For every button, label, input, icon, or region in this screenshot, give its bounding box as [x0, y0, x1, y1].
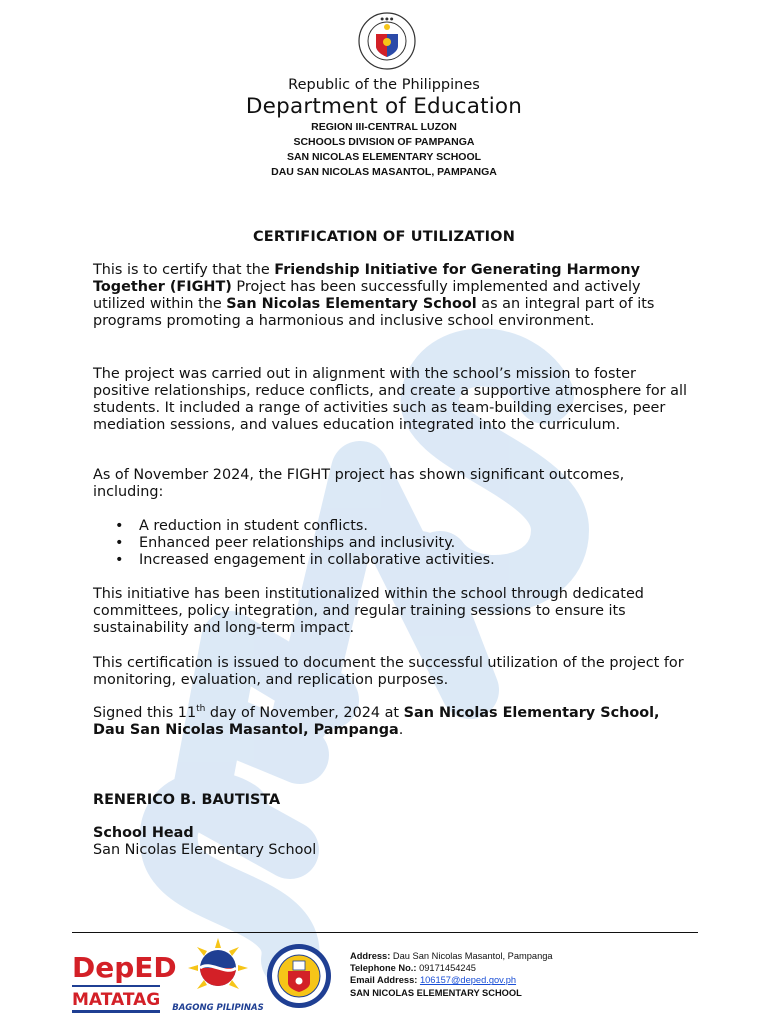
signatory-name: RENERICO B. BAUTISTA: [93, 792, 281, 808]
footer-contact: [350, 950, 553, 999]
paragraph-4: This initiative has been institutionalized within the school through dedicated committees, policy integration, and regular training sessions to ensure its sustainability and long-term impact.: [93, 586, 644, 636]
matatag-wordmark: MATATAG: [72, 990, 161, 1010]
signatory-school: San Nicolas Elementary School: [93, 842, 317, 858]
footer-phone: [350, 962, 553, 974]
footer-school-name: SAN NICOLAS ELEMENTARY SCHOOL: [350, 987, 522, 998]
list-item-text: Increased engagement in collaborative activities.: [139, 552, 495, 568]
ordinal-suffix: th: [196, 704, 206, 715]
school-seal-icon: [266, 943, 332, 1009]
p1-text-a: This is to certify that the: [93, 262, 275, 278]
address-value: Dau San Nicolas Masantol, Pampanga: [392, 951, 553, 961]
project-name: Friendship Initiative for Generating Harmony Together (FIGHT): [93, 262, 640, 295]
bullet-icon: •: [115, 535, 124, 551]
paragraph-3: As of November 2024, the FIGHT project has shown significant outcomes, including:: [93, 467, 625, 500]
bullet-icon: •: [115, 518, 124, 534]
svg-text:● ● ●: ● ● ●: [380, 16, 394, 21]
footer-divider: [72, 932, 698, 933]
p6-text-b: day of November, 2024 at: [205, 705, 404, 721]
deped-matatag-logo: [72, 947, 177, 1017]
deped-wordmark: DepED: [72, 951, 177, 984]
division-line: SCHOOLS DIVISION OF PAMPANGA: [293, 136, 475, 148]
signing-place: San Nicolas Elementary School, Dau San Nicolas Masantol, Pampanga: [93, 705, 660, 738]
list-item: [93, 518, 693, 535]
footer-address: [350, 950, 553, 962]
signatory-role: School Head: [93, 825, 194, 841]
paragraph-6: [93, 705, 693, 739]
paragraph-1: [93, 262, 693, 330]
phone-label: Telephone No.:: [350, 963, 417, 974]
address-label: Address:: [350, 951, 391, 961]
bagong-pilipinas-logo: [172, 936, 264, 1016]
list-item-text: A reduction in student conflicts.: [139, 518, 368, 534]
bagong-pilipinas-text: BAGONG PILIPINAS: [172, 1003, 264, 1013]
school-name-bold: San Nicolas Elementary School: [226, 296, 477, 312]
region-line: REGION III-CENTRAL LUZON: [311, 121, 457, 133]
email-link[interactable]: 106157@deped.gov.ph: [419, 975, 517, 986]
school-line: SAN NICOLAS ELEMENTARY SCHOOL: [286, 151, 482, 163]
republic-line: Republic of the Philippines: [288, 77, 480, 93]
paragraph-5: This certification is issued to document the successful utilization of the project for monitoring, evaluation, and replication purposes.: [93, 655, 684, 688]
outcomes-list: [93, 518, 693, 569]
footer-school: [350, 987, 553, 999]
department-line: Department of Education: [245, 94, 523, 119]
list-item: [93, 535, 693, 552]
list-item-text: Enhanced peer relationships and inclusivity.: [139, 535, 456, 551]
p6-text-d: .: [398, 722, 404, 738]
list-item: [93, 552, 693, 569]
p1-text-e: as an integral part of its programs promoting a harmonious and inclusive school environment.: [93, 296, 655, 329]
document-title: CERTIFICATION OF UTILIZATION: [252, 229, 516, 245]
bullet-icon: •: [115, 552, 124, 568]
paragraph-2: The project was carried out in alignment with the school’s mission to foster positive relationships, reduce conflicts, and create a supportive atmosphere for all students. It included a range of activities such as team-building exercises, peer mediation sessions, and values education integrated into the curriculum.: [93, 366, 687, 433]
address-line: DAU SAN NICOLAS MASANTOL, PAMPANGA: [271, 166, 497, 178]
deped-seal-icon: [358, 12, 416, 70]
footer-email: [350, 974, 553, 986]
phone-value: 09171454245: [419, 963, 476, 974]
p6-text-a: Signed this 11: [93, 705, 197, 721]
p1-text-c: Project has been successfully implemented and actively utilized within the: [93, 279, 641, 312]
email-label: Email Address:: [350, 975, 418, 986]
